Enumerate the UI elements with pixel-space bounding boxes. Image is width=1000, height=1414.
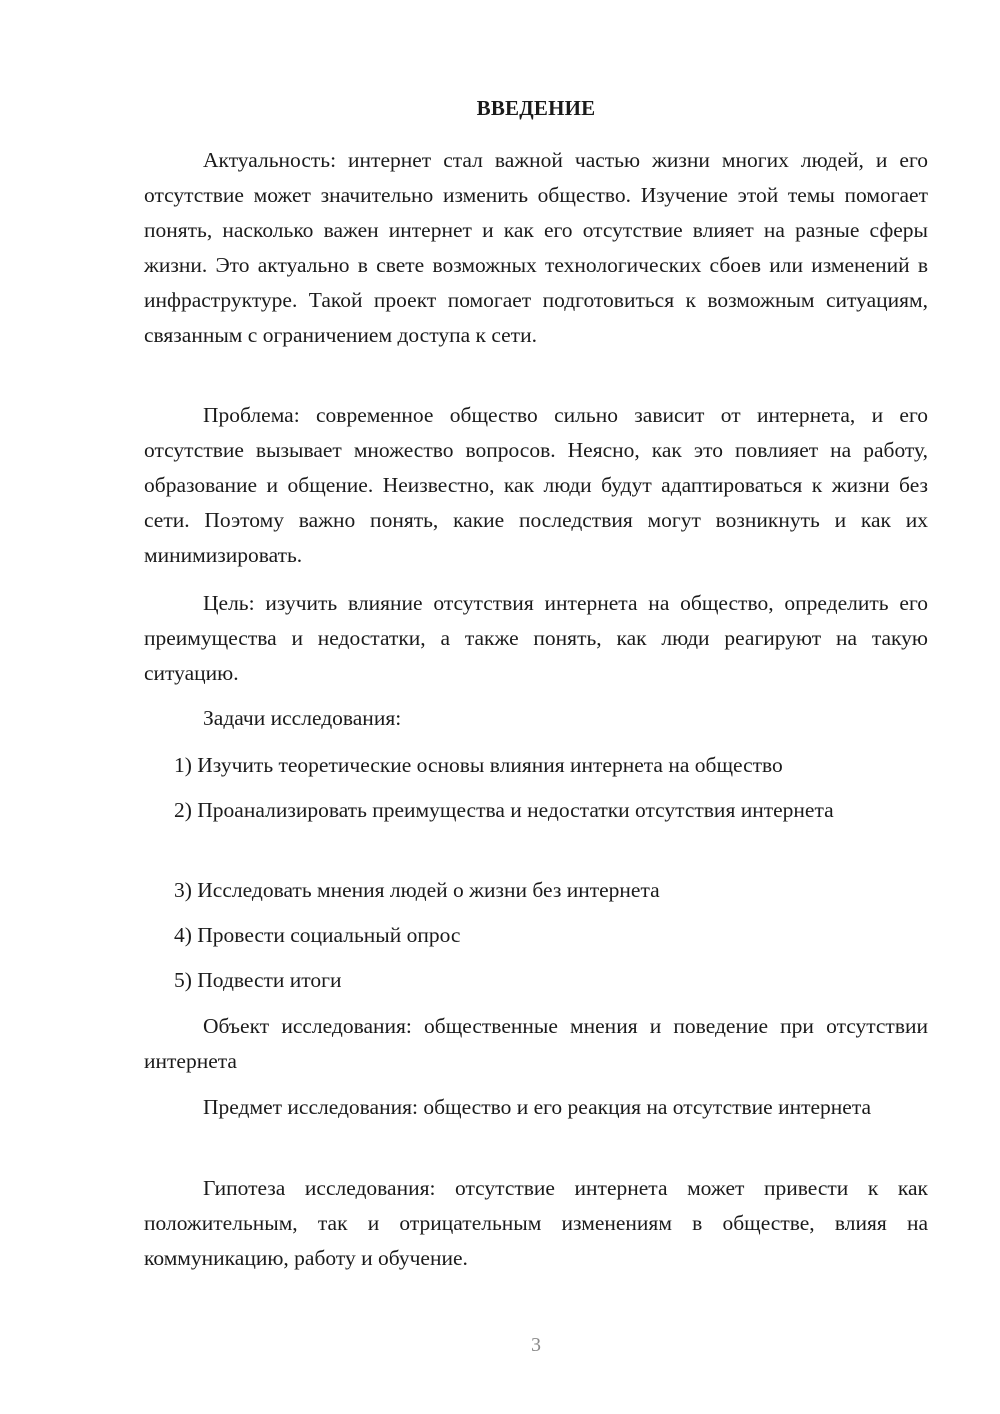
subject-paragraph bbox=[144, 1090, 928, 1125]
task-item-1 bbox=[144, 748, 928, 783]
tasks-title-paragraph bbox=[144, 701, 928, 736]
hypothesis-paragraph bbox=[144, 1171, 928, 1276]
list-item: 4) Провести социальный опрос bbox=[174, 923, 461, 947]
relevance-paragraph bbox=[144, 143, 928, 353]
hypothesis-text: Гипотеза исследования: отсутствие интернета может привести к как положительным, так и отрицательным изменениям в обществе, влияя на коммуникацию, работу и обучение. bbox=[144, 1176, 928, 1270]
object-paragraph bbox=[144, 1009, 928, 1079]
list-item: 1) Изучить теоретические основы влияния интернета на общество bbox=[174, 753, 783, 777]
page-number: 3 bbox=[531, 1334, 541, 1356]
relevance-text: Актуальность: интернет стал важной частью жизни многих людей, и его отсутствие может значительно изменить общество. Изучение этой темы помогает понять, насколько важен интернет и как его отсутствие влияет на разные сферы жизни. Это актуально в свете возможных технологических сбоев или изменений в инфраструктуре. Такой проект помогает подготовиться к возможным ситуациям, связанным с ограничением доступа к сети. bbox=[144, 148, 928, 347]
list-item: 5) Подвести итоги bbox=[174, 968, 342, 992]
task-item-5 bbox=[144, 963, 928, 998]
object-text: Объект исследования: общественные мнения и поведение при отсутствии интернета bbox=[144, 1014, 928, 1073]
subject-text: Предмет исследования: общество и его реакция на отсутствие интернета bbox=[203, 1095, 872, 1119]
problem-paragraph bbox=[144, 398, 928, 573]
task-item-4 bbox=[144, 918, 928, 953]
goal-text: Цель: изучить влияние отсутствия интернета на общество, определить его преимущества и недостатки, а также понять, как люди реагируют на такую ситуацию. bbox=[144, 591, 928, 685]
list-item: 3) Исследовать мнения людей о жизни без интернета bbox=[174, 878, 660, 902]
goal-paragraph bbox=[144, 586, 928, 691]
tasks-title: Задачи исследования: bbox=[203, 706, 402, 730]
page-title: ВВЕДЕНИЕ bbox=[476, 96, 596, 120]
problem-text: Проблема: современное общество сильно зависит от интернета, и его отсутствие вызывает множество вопросов. Неясно, как это повлияет на работу, образование и общение. Неизвестно, как люди будут адаптироваться к жизни без сети. Поэтому важно понять, какие последствия могут возникнуть и как их минимизировать. bbox=[144, 403, 928, 567]
list-item: 2) Проанализировать преимущества и недостатки отсутствия интернета bbox=[174, 798, 834, 822]
task-item-2 bbox=[144, 793, 928, 828]
task-item-3 bbox=[144, 873, 928, 908]
